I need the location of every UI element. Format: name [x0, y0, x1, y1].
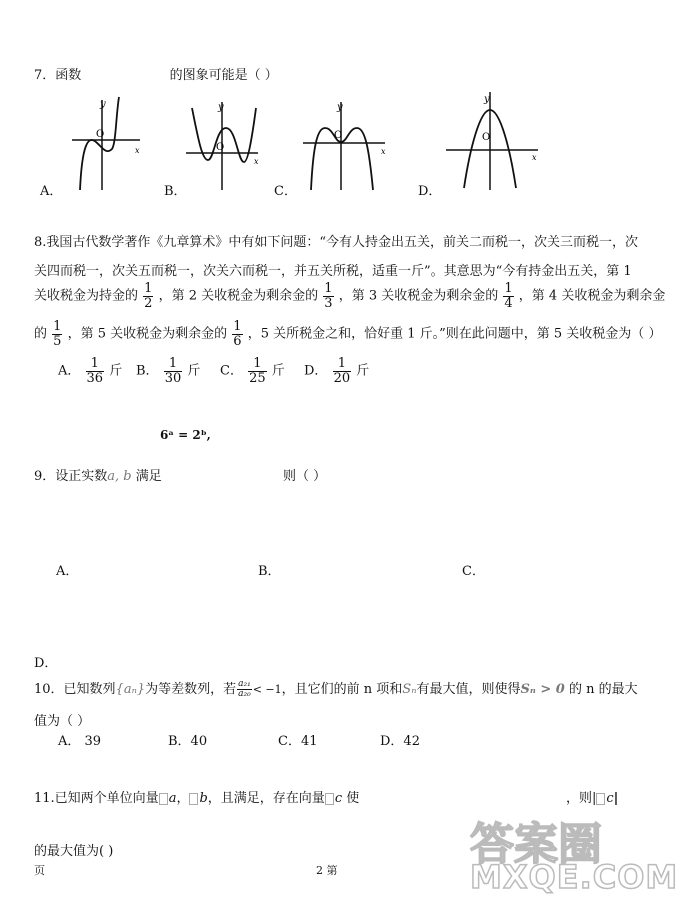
origin-label: O: [96, 129, 105, 140]
fraction-1-3: $\frac{1}{3}$: [324, 281, 333, 311]
q8-line4: 的 $\frac{1}{5}$ ，第 5 关收税金为剩余金的 $\frac{1}{6}$ ，5 关所税金之和，恰好重 1 斤。”则在此问题中，第 5 关收税金为（ ）: [34, 319, 662, 349]
q9-option-c[interactable]: C．: [462, 564, 485, 579]
watermark-bottom: MXQE.COM: [470, 858, 678, 896]
vector-arrow-icon: [159, 793, 168, 805]
q9-option-d[interactable]: D．: [34, 656, 58, 671]
origin-label: O: [482, 132, 491, 143]
footer-page-left: 页: [34, 864, 45, 877]
q10-cond: Sₙ > 0: [520, 682, 565, 697]
q8-choice-d[interactable]: D． $\frac{1}{20}$ 斤: [304, 356, 370, 386]
x-label: x: [254, 157, 259, 166]
footer-page-center: 2 第: [316, 864, 338, 877]
origin-label: O: [216, 142, 225, 153]
q8-choice-a[interactable]: A． $\frac{1}{36}$ 斤: [58, 356, 123, 386]
y-label: y: [484, 94, 490, 105]
q7-option-a[interactable]: A．: [40, 184, 63, 199]
q9-condition: 6ᵃ = 2ᵇ,: [160, 428, 211, 442]
vector-arrow-icon: [189, 793, 198, 805]
q7-option-c[interactable]: C．: [274, 184, 297, 199]
q10-choice-a[interactable]: A． 39: [58, 734, 102, 749]
q9-suffix: 则（ ）: [283, 469, 327, 484]
q10-choice-c[interactable]: C．41: [278, 734, 318, 749]
watermark-top: 答案圈: [470, 819, 602, 870]
x-label: x: [135, 146, 140, 155]
q10-line1: 10．已知数列{aₙ}为等差数列，若 $\frac{\text{a₂₁}}{\text{a₂₀}}$ < −1，且它们的前 n 项和Sₙ有最大值，则使得Sₙ > 0 的 n 的最大: [34, 678, 638, 699]
q8-choice-b[interactable]: B． $\frac{1}{30}$ 斤: [136, 356, 201, 386]
q11-line2: 的最大值为( ): [34, 844, 114, 859]
q8-line1: 8.我国古代数学著作《九章算术》中有如下问题：“今有人持金出五关，前关二而税一，次关三而税一，次: [34, 235, 639, 250]
q8-line2: 关四而税一，次关五而税一，次关六而税一，并五关所税，适重一斤”。其意思为“今有持金出五关，第 1: [34, 264, 632, 279]
q7-graph-d: [446, 88, 541, 193]
q7-option-d[interactable]: D．: [418, 184, 442, 199]
q10-seq: {aₙ}: [115, 682, 146, 697]
q8-choice-c[interactable]: C． $\frac{1}{25}$ 斤: [220, 356, 285, 386]
fraction-1-2: $\frac{1}{2}$: [144, 281, 153, 311]
fraction-1-6: $\frac{1}{6}$: [233, 319, 242, 349]
fraction-1-5: $\frac{1}{5}$: [53, 319, 62, 349]
fraction-1-4: $\frac{1}{4}$: [504, 281, 513, 311]
q7-graph-b: [186, 98, 266, 193]
q10-choice-d[interactable]: D．42: [380, 734, 420, 749]
x-label: x: [381, 147, 386, 156]
y-label: y: [337, 102, 343, 113]
y-label: y: [100, 99, 106, 110]
origin-label: O: [334, 130, 343, 141]
q11-tail: ，则| c|: [566, 791, 619, 806]
q7-option-b[interactable]: B．: [164, 184, 187, 199]
y-label: y: [218, 102, 224, 113]
curve: [80, 97, 119, 190]
q10-line2: 值为（ ）: [34, 714, 91, 729]
vector-arrow-icon: [596, 793, 605, 805]
q9-stem: 9．设正实数a, b 满足: [34, 469, 162, 484]
curve: [192, 108, 256, 162]
q7-stem: [34, 64, 278, 83]
q11-line1: 11.已知两个单位向量 a， b，且满足，存在向量 c 使: [34, 791, 360, 806]
q9-option-a[interactable]: A．: [56, 564, 79, 579]
q9-vars: a, b: [107, 469, 132, 484]
q10-ratio: $\frac{\text{a₂₁}}{\text{a₂₀}}$: [238, 678, 251, 699]
q7-graph-c: [303, 98, 388, 193]
q10-sn: Sₙ: [402, 682, 417, 697]
vector-arrow-icon: [325, 793, 334, 805]
q7-suffix: 的图象可能是（ ）: [169, 68, 278, 83]
x-label: x: [532, 153, 537, 162]
q7-prefix: 7．函数: [34, 68, 82, 83]
q10-choice-b[interactable]: B．40: [168, 734, 208, 749]
q9-option-b[interactable]: B．: [258, 564, 281, 579]
q8-line3: 关收税金为持金的 $\frac{1}{2}$ ，第 2 关收税金为剩余金的 $\frac{1}{3}$ ，第 3 关收税金为剩余金的 $\frac{1}{4}$ ，第 4 关收税金为剩余金: [34, 281, 666, 311]
q7-graph-a: [72, 95, 142, 195]
